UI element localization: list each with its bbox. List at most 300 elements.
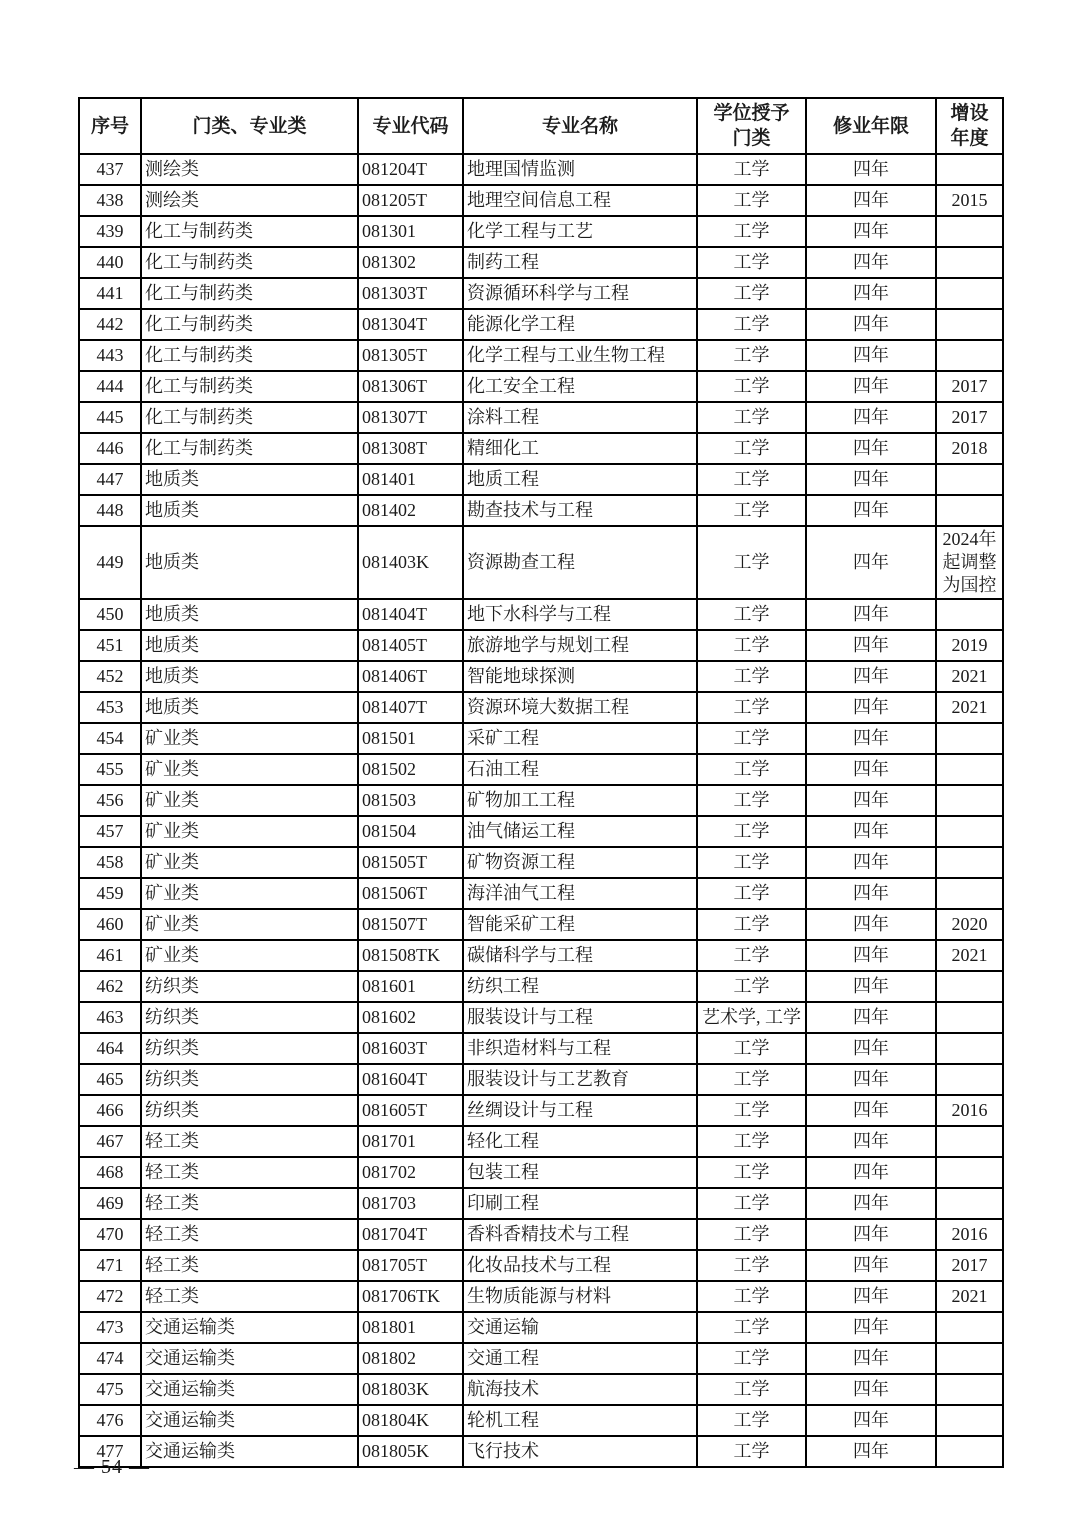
cell-code: 081801 (358, 1312, 463, 1343)
cell-name: 采矿工程 (463, 723, 697, 754)
cell-code: 081502 (358, 754, 463, 785)
cell-name: 非织造材料与工程 (463, 1033, 697, 1064)
cell-index: 473 (79, 1312, 141, 1343)
cell-degree: 工学 (697, 1219, 806, 1250)
cell-duration: 四年 (806, 433, 936, 464)
cell-degree: 工学 (697, 1064, 806, 1095)
cell-name: 石油工程 (463, 754, 697, 785)
cell-category: 矿业类 (141, 785, 358, 816)
cell-duration: 四年 (806, 1126, 936, 1157)
cell-degree: 工学 (697, 464, 806, 495)
cell-category: 纺织类 (141, 1064, 358, 1095)
cell-year-added: 2016 (936, 1219, 1003, 1250)
cell-duration: 四年 (806, 909, 936, 940)
cell-index: 461 (79, 940, 141, 971)
cell-category: 化工与制药类 (141, 402, 358, 433)
table-row (79, 154, 1003, 185)
table-row (79, 1374, 1003, 1405)
cell-category: 交通运输类 (141, 1343, 358, 1374)
cell-index: 439 (79, 216, 141, 247)
table-row (79, 754, 1003, 785)
cell-degree: 工学 (697, 371, 806, 402)
cell-code: 081405T (358, 630, 463, 661)
table-row (79, 278, 1003, 309)
cell-code: 081507T (358, 909, 463, 940)
table-row (79, 909, 1003, 940)
cell-code: 081705T (358, 1250, 463, 1281)
cell-duration: 四年 (806, 1374, 936, 1405)
table-row (79, 309, 1003, 340)
table-row (79, 433, 1003, 464)
table-row (79, 1312, 1003, 1343)
cell-category: 纺织类 (141, 1095, 358, 1126)
cell-name: 生物质能源与材料 (463, 1281, 697, 1312)
cell-year-added: 2018 (936, 433, 1003, 464)
cell-category: 矿业类 (141, 847, 358, 878)
cell-category: 地质类 (141, 464, 358, 495)
cell-degree: 工学 (697, 1157, 806, 1188)
cell-year-added (936, 599, 1003, 630)
cell-index: 438 (79, 185, 141, 216)
table-row (79, 526, 1003, 599)
table-row (79, 1157, 1003, 1188)
cell-name: 旅游地学与规划工程 (463, 630, 697, 661)
cell-category: 交通运输类 (141, 1374, 358, 1405)
cell-year-added (936, 1157, 1003, 1188)
cell-code: 081307T (358, 402, 463, 433)
cell-duration: 四年 (806, 1095, 936, 1126)
column-header-code: 专业代码 (358, 98, 463, 154)
cell-year-added (936, 878, 1003, 909)
cell-index: 450 (79, 599, 141, 630)
cell-index: 441 (79, 278, 141, 309)
cell-index: 455 (79, 754, 141, 785)
cell-index: 470 (79, 1219, 141, 1250)
cell-duration: 四年 (806, 816, 936, 847)
cell-duration: 四年 (806, 216, 936, 247)
cell-year-added: 2017 (936, 402, 1003, 433)
cell-code: 081605T (358, 1095, 463, 1126)
cell-code: 081205T (358, 185, 463, 216)
cell-code: 081401 (358, 464, 463, 495)
table-body (79, 154, 1003, 1467)
cell-year-added: 2019 (936, 630, 1003, 661)
cell-code: 081306T (358, 371, 463, 402)
cell-index: 451 (79, 630, 141, 661)
cell-degree: 工学 (697, 1281, 806, 1312)
cell-code: 081303T (358, 278, 463, 309)
cell-code: 081302 (358, 247, 463, 278)
cell-duration: 四年 (806, 661, 936, 692)
cell-index: 466 (79, 1095, 141, 1126)
table-row (79, 692, 1003, 723)
cell-degree: 工学 (697, 754, 806, 785)
cell-index: 457 (79, 816, 141, 847)
cell-category: 测绘类 (141, 185, 358, 216)
cell-name: 智能地球探测 (463, 661, 697, 692)
cell-category: 轻工类 (141, 1157, 358, 1188)
cell-duration: 四年 (806, 971, 936, 1002)
cell-duration: 四年 (806, 1033, 936, 1064)
cell-year-added (936, 1188, 1003, 1219)
cell-name: 地质工程 (463, 464, 697, 495)
cell-index: 446 (79, 433, 141, 464)
cell-code: 081701 (358, 1126, 463, 1157)
cell-name: 交通工程 (463, 1343, 697, 1374)
column-header-index: 序号 (79, 98, 141, 154)
cell-code: 081403K (358, 526, 463, 599)
table-row (79, 1126, 1003, 1157)
cell-degree: 工学 (697, 309, 806, 340)
cell-name: 资源环境大数据工程 (463, 692, 697, 723)
table-row (79, 847, 1003, 878)
cell-code: 081404T (358, 599, 463, 630)
cell-year-added (936, 1033, 1003, 1064)
cell-degree: 工学 (697, 1374, 806, 1405)
column-header-name: 专业名称 (463, 98, 697, 154)
cell-degree: 工学 (697, 154, 806, 185)
cell-name: 矿物加工工程 (463, 785, 697, 816)
cell-name: 能源化学工程 (463, 309, 697, 340)
cell-category: 轻工类 (141, 1188, 358, 1219)
cell-duration: 四年 (806, 1436, 936, 1467)
cell-category: 轻工类 (141, 1250, 358, 1281)
cell-name: 涂料工程 (463, 402, 697, 433)
cell-index: 463 (79, 1002, 141, 1033)
cell-category: 地质类 (141, 692, 358, 723)
cell-name: 轻化工程 (463, 1126, 697, 1157)
cell-category: 化工与制药类 (141, 216, 358, 247)
cell-year-added: 2021 (936, 661, 1003, 692)
table-row (79, 816, 1003, 847)
cell-duration: 四年 (806, 1312, 936, 1343)
table-row (79, 1281, 1003, 1312)
cell-degree: 工学 (697, 526, 806, 599)
cell-index: 469 (79, 1188, 141, 1219)
table-row (79, 940, 1003, 971)
cell-duration: 四年 (806, 599, 936, 630)
footer-page-number: — 54 — (74, 1456, 150, 1478)
cell-code: 081604T (358, 1064, 463, 1095)
cell-duration: 四年 (806, 878, 936, 909)
cell-duration: 四年 (806, 940, 936, 971)
table-row (79, 599, 1003, 630)
cell-duration: 四年 (806, 526, 936, 599)
cell-year-added (936, 1126, 1003, 1157)
cell-duration: 四年 (806, 754, 936, 785)
cell-degree: 工学 (697, 599, 806, 630)
cell-degree: 工学 (697, 971, 806, 1002)
cell-index: 447 (79, 464, 141, 495)
cell-duration: 四年 (806, 692, 936, 723)
cell-year-added (936, 495, 1003, 526)
table-row (79, 495, 1003, 526)
cell-duration: 四年 (806, 1343, 936, 1374)
table-row (79, 1002, 1003, 1033)
cell-name: 化工安全工程 (463, 371, 697, 402)
cell-degree: 工学 (697, 1095, 806, 1126)
cell-name: 海洋油气工程 (463, 878, 697, 909)
table-row (79, 1219, 1003, 1250)
cell-duration: 四年 (806, 402, 936, 433)
cell-code: 081706TK (358, 1281, 463, 1312)
table-row (79, 185, 1003, 216)
cell-degree: 工学 (697, 661, 806, 692)
cell-degree: 工学 (697, 1188, 806, 1219)
cell-index: 452 (79, 661, 141, 692)
cell-code: 081503 (358, 785, 463, 816)
cell-year-added (936, 1405, 1003, 1436)
cell-index: 459 (79, 878, 141, 909)
column-header-year-added: 增设年度 (936, 98, 1003, 154)
cell-index: 444 (79, 371, 141, 402)
cell-code: 081703 (358, 1188, 463, 1219)
cell-degree: 工学 (697, 1436, 806, 1467)
cell-year-added: 2021 (936, 692, 1003, 723)
cell-name: 化学工程与工业生物工程 (463, 340, 697, 371)
cell-code: 081305T (358, 340, 463, 371)
cell-duration: 四年 (806, 278, 936, 309)
cell-category: 矿业类 (141, 754, 358, 785)
cell-name: 化妆品技术与工程 (463, 1250, 697, 1281)
cell-code: 081602 (358, 1002, 463, 1033)
cell-category: 交通运输类 (141, 1312, 358, 1343)
cell-index: 464 (79, 1033, 141, 1064)
cell-name: 资源勘查工程 (463, 526, 697, 599)
cell-code: 081802 (358, 1343, 463, 1374)
table-head (79, 98, 1003, 154)
cell-year-added: 2017 (936, 1250, 1003, 1281)
cell-index: 462 (79, 971, 141, 1002)
cell-year-added (936, 309, 1003, 340)
cell-year-added (936, 847, 1003, 878)
table-header-row (79, 98, 1003, 154)
cell-code: 081601 (358, 971, 463, 1002)
cell-index: 448 (79, 495, 141, 526)
cell-year-added (936, 464, 1003, 495)
cell-code: 081304T (358, 309, 463, 340)
cell-degree: 工学 (697, 1312, 806, 1343)
cell-index: 471 (79, 1250, 141, 1281)
cell-index: 443 (79, 340, 141, 371)
cell-year-added: 2024年起调整为国控 (936, 526, 1003, 599)
cell-index: 460 (79, 909, 141, 940)
cell-duration: 四年 (806, 1002, 936, 1033)
table-row (79, 340, 1003, 371)
table-row (79, 785, 1003, 816)
cell-category: 地质类 (141, 495, 358, 526)
table-row (79, 661, 1003, 692)
table-row (79, 1033, 1003, 1064)
cell-duration: 四年 (806, 847, 936, 878)
cell-duration: 四年 (806, 371, 936, 402)
cell-category: 化工与制药类 (141, 278, 358, 309)
cell-duration: 四年 (806, 1281, 936, 1312)
cell-year-added (936, 278, 1003, 309)
cell-year-added (936, 1002, 1003, 1033)
cell-degree: 工学 (697, 723, 806, 754)
majors-table (78, 97, 1004, 1468)
cell-duration: 四年 (806, 1250, 936, 1281)
column-header-degree: 学位授予门类 (697, 98, 806, 154)
cell-index: 468 (79, 1157, 141, 1188)
cell-index: 467 (79, 1126, 141, 1157)
cell-degree: 工学 (697, 216, 806, 247)
cell-category: 轻工类 (141, 1219, 358, 1250)
table-row (79, 1064, 1003, 1095)
cell-duration: 四年 (806, 1219, 936, 1250)
cell-code: 081204T (358, 154, 463, 185)
cell-name: 制药工程 (463, 247, 697, 278)
cell-duration: 四年 (806, 495, 936, 526)
cell-index: 442 (79, 309, 141, 340)
cell-name: 香料香精技术与工程 (463, 1219, 697, 1250)
cell-year-added: 2015 (936, 185, 1003, 216)
cell-name: 纺织工程 (463, 971, 697, 1002)
table-row (79, 464, 1003, 495)
cell-name: 交通运输 (463, 1312, 697, 1343)
table-row (79, 1343, 1003, 1374)
column-header-duration: 修业年限 (806, 98, 936, 154)
cell-year-added (936, 816, 1003, 847)
cell-category: 地质类 (141, 599, 358, 630)
cell-year-added: 2021 (936, 1281, 1003, 1312)
cell-category: 交通运输类 (141, 1436, 358, 1467)
cell-category: 化工与制药类 (141, 309, 358, 340)
cell-name: 勘查技术与工程 (463, 495, 697, 526)
cell-name: 服装设计与工艺教育 (463, 1064, 697, 1095)
cell-code: 081301 (358, 216, 463, 247)
cell-code: 081308T (358, 433, 463, 464)
cell-code: 081501 (358, 723, 463, 754)
cell-year-added: 2021 (936, 940, 1003, 971)
cell-name: 轮机工程 (463, 1405, 697, 1436)
cell-year-added (936, 1436, 1003, 1467)
cell-category: 化工与制药类 (141, 247, 358, 278)
cell-degree: 工学 (697, 433, 806, 464)
cell-duration: 四年 (806, 247, 936, 278)
cell-degree: 工学 (697, 1126, 806, 1157)
cell-category: 地质类 (141, 661, 358, 692)
column-header-category: 门类、专业类 (141, 98, 358, 154)
cell-degree: 工学 (697, 692, 806, 723)
cell-code: 081603T (358, 1033, 463, 1064)
cell-degree: 工学 (697, 1405, 806, 1436)
cell-year-added (936, 723, 1003, 754)
cell-name: 飞行技术 (463, 1436, 697, 1467)
cell-degree: 工学 (697, 909, 806, 940)
cell-name: 地下水科学与工程 (463, 599, 697, 630)
cell-code: 081407T (358, 692, 463, 723)
table-row (79, 878, 1003, 909)
cell-year-added (936, 340, 1003, 371)
cell-index: 458 (79, 847, 141, 878)
table-row (79, 216, 1003, 247)
table-row (79, 1250, 1003, 1281)
cell-category: 地质类 (141, 630, 358, 661)
table-row (79, 723, 1003, 754)
cell-index: 465 (79, 1064, 141, 1095)
cell-category: 矿业类 (141, 816, 358, 847)
cell-year-added: 2020 (936, 909, 1003, 940)
cell-index: 445 (79, 402, 141, 433)
cell-index: 475 (79, 1374, 141, 1405)
table-row (79, 1095, 1003, 1126)
cell-index: 437 (79, 154, 141, 185)
cell-category: 化工与制药类 (141, 433, 358, 464)
cell-duration: 四年 (806, 723, 936, 754)
cell-degree: 工学 (697, 878, 806, 909)
table-row (79, 402, 1003, 433)
cell-year-added: 2017 (936, 371, 1003, 402)
cell-duration: 四年 (806, 154, 936, 185)
cell-degree: 工学 (697, 402, 806, 433)
cell-index: 456 (79, 785, 141, 816)
table-row (79, 1436, 1003, 1467)
cell-degree: 艺术学, 工学 (697, 1002, 806, 1033)
cell-name: 矿物资源工程 (463, 847, 697, 878)
cell-name: 丝绸设计与工程 (463, 1095, 697, 1126)
cell-duration: 四年 (806, 785, 936, 816)
cell-name: 包装工程 (463, 1157, 697, 1188)
cell-name: 资源循环科学与工程 (463, 278, 697, 309)
cell-degree: 工学 (697, 278, 806, 309)
cell-category: 纺织类 (141, 1002, 358, 1033)
cell-index: 440 (79, 247, 141, 278)
cell-degree: 工学 (697, 247, 806, 278)
cell-code: 081804K (358, 1405, 463, 1436)
cell-year-added (936, 1343, 1003, 1374)
cell-duration: 四年 (806, 309, 936, 340)
cell-code: 081805K (358, 1436, 463, 1467)
cell-category: 矿业类 (141, 940, 358, 971)
cell-year-added: 2016 (936, 1095, 1003, 1126)
cell-index: 474 (79, 1343, 141, 1374)
cell-code: 081803K (358, 1374, 463, 1405)
table-row (79, 371, 1003, 402)
cell-year-added (936, 971, 1003, 1002)
table-row (79, 247, 1003, 278)
cell-code: 081506T (358, 878, 463, 909)
cell-year-added (936, 1312, 1003, 1343)
cell-index: 477 (79, 1436, 141, 1467)
cell-degree: 工学 (697, 185, 806, 216)
cell-code: 081704T (358, 1219, 463, 1250)
cell-name: 航海技术 (463, 1374, 697, 1405)
cell-index: 472 (79, 1281, 141, 1312)
cell-index: 476 (79, 1405, 141, 1436)
table-row (79, 1188, 1003, 1219)
cell-code: 081504 (358, 816, 463, 847)
cell-name: 地理空间信息工程 (463, 185, 697, 216)
cell-index: 449 (79, 526, 141, 599)
cell-duration: 四年 (806, 464, 936, 495)
cell-year-added (936, 1064, 1003, 1095)
cell-degree: 工学 (697, 940, 806, 971)
cell-name: 油气储运工程 (463, 816, 697, 847)
cell-category: 地质类 (141, 526, 358, 599)
cell-category: 纺织类 (141, 971, 358, 1002)
cell-degree: 工学 (697, 340, 806, 371)
cell-degree: 工学 (697, 630, 806, 661)
cell-degree: 工学 (697, 1343, 806, 1374)
cell-category: 矿业类 (141, 878, 358, 909)
cell-category: 轻工类 (141, 1126, 358, 1157)
cell-index: 453 (79, 692, 141, 723)
cell-year-added (936, 1374, 1003, 1405)
cell-category: 化工与制药类 (141, 371, 358, 402)
cell-duration: 四年 (806, 340, 936, 371)
